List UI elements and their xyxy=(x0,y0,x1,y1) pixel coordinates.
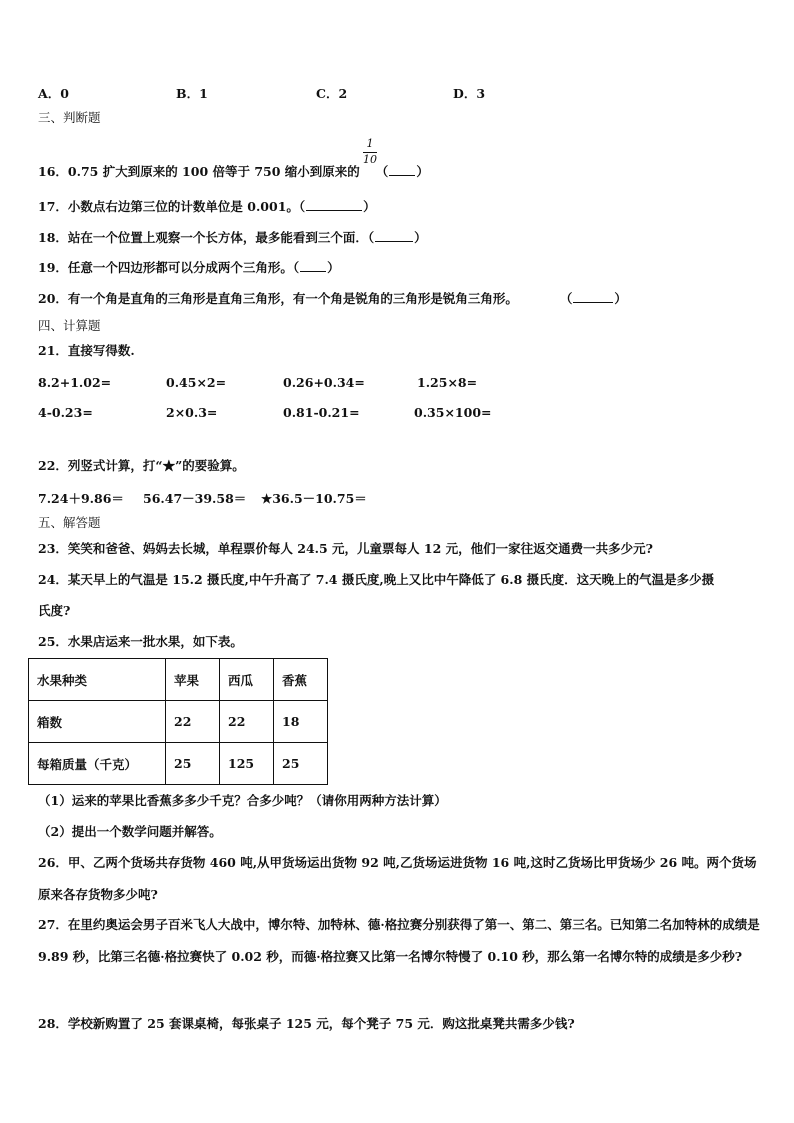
question-16: 16．0.75 扩大到原来的 100 倍等于 750 缩小到原来的 （ ） xyxy=(38,164,429,179)
table-header-cell: 水果种类 xyxy=(29,659,166,701)
calc-item: 4-0.23= xyxy=(38,405,93,420)
question-25: 25．水果店运来一批水果，如下表。 xyxy=(38,634,243,649)
question-25-part1: （1）运来的苹果比香蕉多多少千克？合多少吨？（请你用两种方法计算） xyxy=(38,793,447,808)
question-24-line2: 氏度? xyxy=(38,603,71,618)
table-cell: 22 xyxy=(166,701,220,743)
answer-blank-19[interactable] xyxy=(300,260,326,272)
question-19: 19．任意一个四边形都可以分成两个三角形。（ ） xyxy=(38,260,340,275)
fruit-table xyxy=(28,658,328,785)
answer-blank-17[interactable] xyxy=(306,199,362,211)
table-cell: 每箱质量（千克） xyxy=(29,743,166,785)
fraction-numerator: 1 xyxy=(366,137,374,150)
question-28: 28．学校新购置了 25 套课桌椅，每张桌子 125 元，每个凳子 75 元．购这批桌凳共需多少钱? xyxy=(38,1016,575,1031)
table-header-cell: 香蕉 xyxy=(274,659,328,701)
table-cell: 25 xyxy=(274,743,328,785)
calc-item: 0.26+0.34= xyxy=(283,375,365,390)
table-header-row xyxy=(29,659,328,701)
calc-item: 0.45×2= xyxy=(166,375,227,390)
section-heading-word-problems: 五、解答题 xyxy=(38,515,101,530)
question-19-text: 19．任意一个四边形都可以分成两个三角形。（ xyxy=(38,260,300,275)
option-d: D．3 xyxy=(453,86,486,101)
table-cell: 18 xyxy=(274,701,328,743)
calc-item: 7.24＋9.86＝ xyxy=(38,491,124,506)
question-26: 26．甲、乙两个货场共存货物 460 吨,从甲货场运出货物 92 吨,乙货场运进货物 16 吨,这时乙货场比甲货场少 26 吨。两个货场原来各存货物多少吨? xyxy=(38,855,757,902)
answer-blank-16[interactable] xyxy=(389,164,415,176)
calc-item: 0.81-0.21= xyxy=(283,405,360,420)
question-27: 27．在里约奥运会男子百米飞人大战中，博尔特、加特林、德·格拉赛分别获得了第一、第二、第三名。已知第二名加特林的成绩是 9.89 秒，比第三名德·格拉赛快了 0.02 秒，而德·格拉赛又比第一名博尔特慢了 0.10 秒，那么第一名博尔特的成绩是多少秒? xyxy=(38,917,760,964)
calc-item: 8.2+1.02= xyxy=(38,375,112,390)
calc-item: 2×0.3= xyxy=(166,405,218,420)
option-a: A．0 xyxy=(38,86,69,101)
question-21: 21．直接写得数. xyxy=(38,343,135,358)
table-header-cell: 苹果 xyxy=(166,659,220,701)
section-heading-calculation: 四、计算题 xyxy=(38,318,101,333)
fraction-denominator: 10 xyxy=(363,153,377,166)
question-18: 18．站在一个位置上观察一个长方体，最多能看到三个面．（ ） xyxy=(38,230,427,245)
question-17: 17．小数点右边第三位的计数单位是 0.001。（ ） xyxy=(38,199,376,214)
question-24-line1: 24．某天早上的气温是 15.2 摄氏度,中午升高了 7.4 摄氏度,晚上又比中午降低了 6.8 摄氏度．这天晚上的气温是多少摄 xyxy=(38,572,715,587)
fraction-one-tenth xyxy=(363,138,377,166)
option-b: B．1 xyxy=(176,86,208,101)
table-row xyxy=(29,743,328,785)
question-20-text: 20．有一个角是直角的三角形是直角三角形，有一个角是锐角的三角形是锐角三角形。 xyxy=(38,291,518,306)
question-22: 22．列竖式计算，打“★”的要验算。 xyxy=(38,458,245,473)
calc-item: 0.35×100= xyxy=(414,405,492,420)
answer-blank-20[interactable] xyxy=(573,291,613,303)
table-cell: 箱数 xyxy=(29,701,166,743)
question-20: 20．有一个角是直角的三角形是直角三角形，有一个角是锐角的三角形是锐角三角形。 （ ） xyxy=(38,291,627,306)
question-23: 23．笑笑和爸爸、妈妈去长城，单程票价每人 24.5 元，儿童票每人 12 元，他们一家往返交通费一共多少元? xyxy=(38,541,653,556)
question-25-part2: （2）提出一个数学问题并解答。 xyxy=(38,824,222,839)
table-cell: 125 xyxy=(220,743,274,785)
table-header-cell: 西瓜 xyxy=(220,659,274,701)
question-17-text: 17．小数点右边第三位的计数单位是 0.001。（ xyxy=(38,199,306,214)
section-heading-judgement: 三、判断题 xyxy=(38,110,101,125)
question-16-text: 16．0.75 扩大到原来的 100 倍等于 750 缩小到原来的 xyxy=(38,164,360,179)
calc-item: 1.25×8= xyxy=(417,375,478,390)
calc-item: 56.47－39.58＝ xyxy=(143,491,247,506)
table-cell: 22 xyxy=(220,701,274,743)
option-c: C．2 xyxy=(316,86,348,101)
answer-blank-18[interactable] xyxy=(375,230,413,242)
question-18-text: 18．站在一个位置上观察一个长方体，最多能看到三个面．（ xyxy=(38,230,375,245)
table-row xyxy=(29,701,328,743)
calc-item: ★36.5－10.75＝ xyxy=(261,491,367,506)
table-cell: 25 xyxy=(166,743,220,785)
